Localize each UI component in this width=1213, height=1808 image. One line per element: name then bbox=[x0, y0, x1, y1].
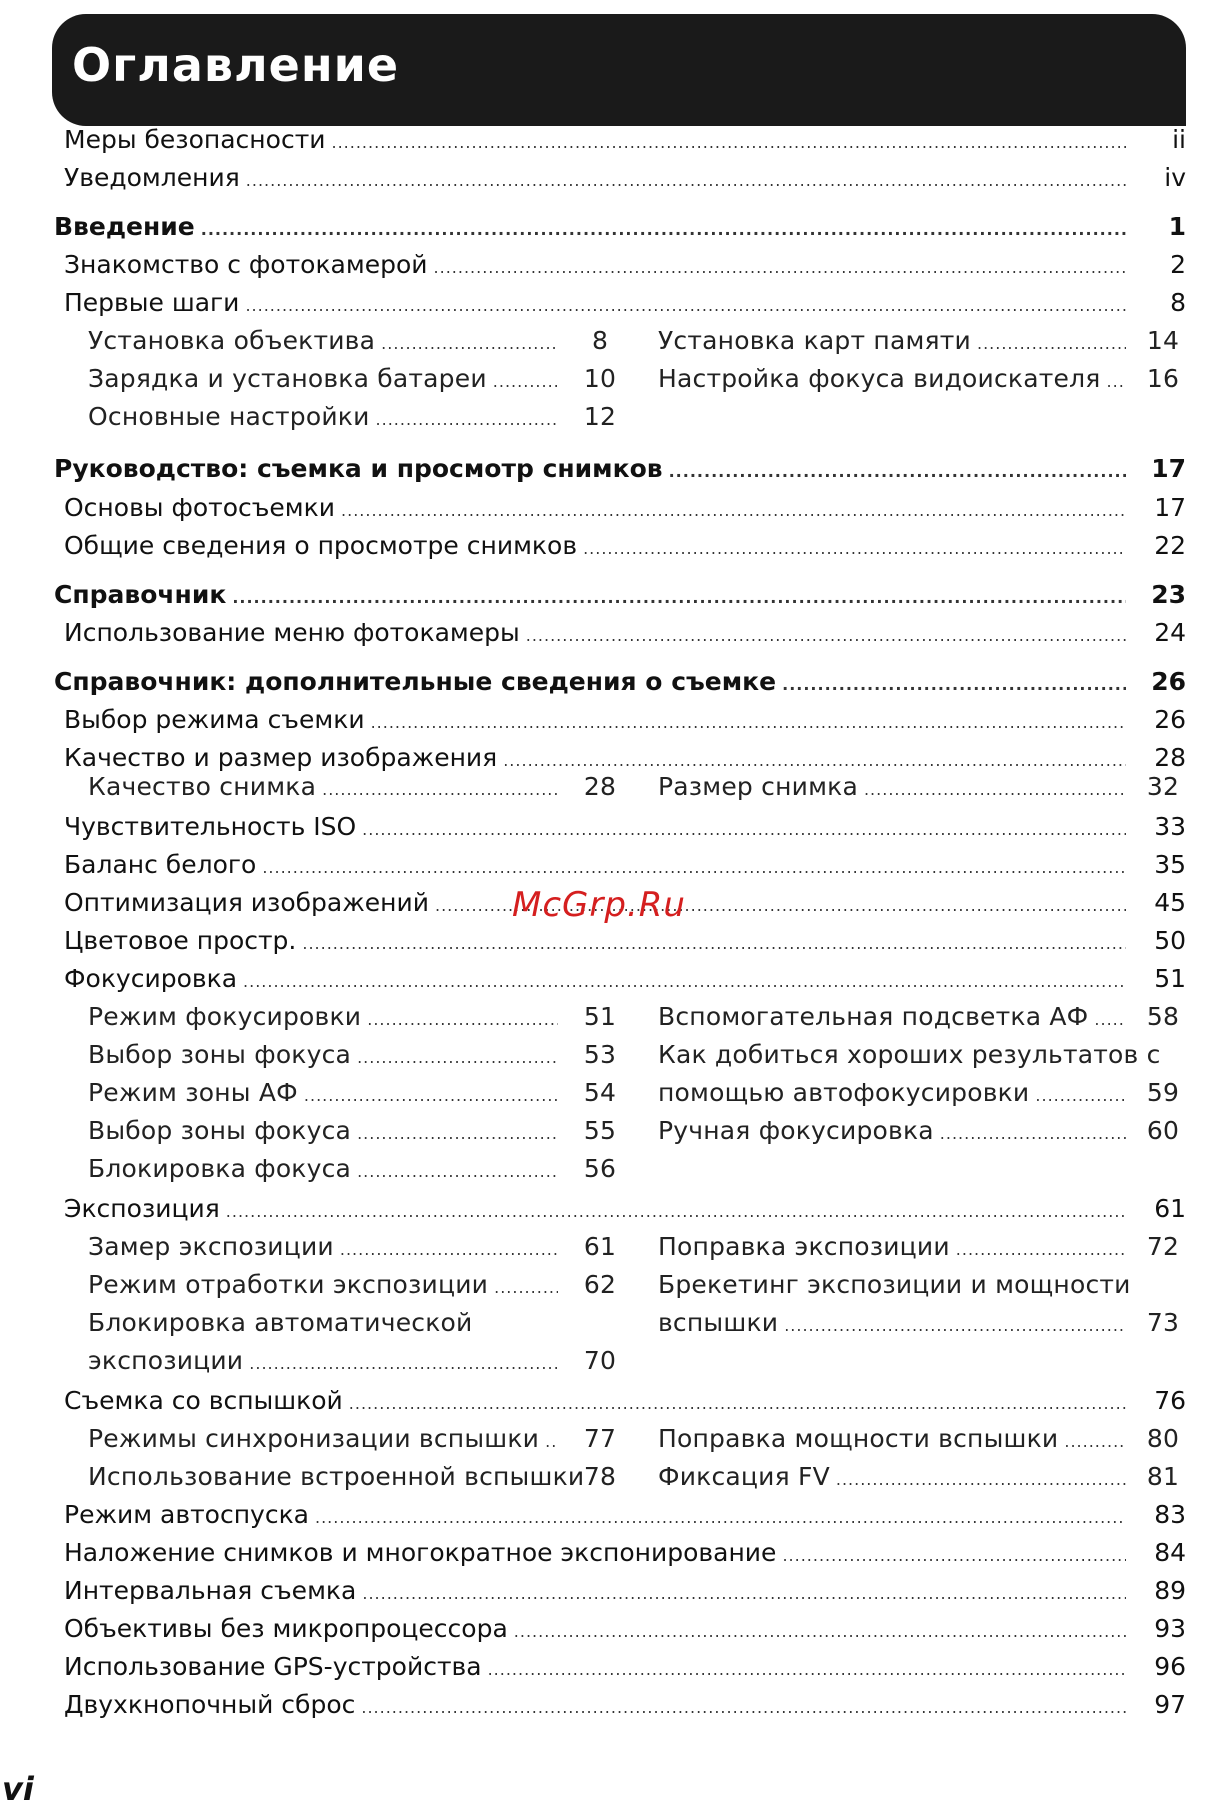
toc-entry[interactable] bbox=[64, 743, 1186, 773]
dot-leader bbox=[262, 859, 1126, 877]
toc-entry-page: 80 bbox=[1146, 1424, 1180, 1453]
toc-entry-page: 2 bbox=[1170, 250, 1186, 279]
toc-entry-title: Настройка фокуса видоискателя bbox=[658, 364, 1101, 393]
toc-entry-title: Справочник bbox=[54, 580, 227, 609]
toc-entry[interactable] bbox=[64, 1500, 1186, 1530]
dot-leader bbox=[494, 1279, 558, 1297]
toc-entry[interactable] bbox=[88, 1346, 617, 1376]
toc-entry-title: Замер экспозиции bbox=[88, 1232, 334, 1261]
toc-entry[interactable] bbox=[54, 580, 1186, 610]
page-number-marker: vi bbox=[2, 1770, 34, 1808]
toc-entry-title: Блокировка автоматической bbox=[88, 1308, 473, 1337]
page-title: Оглавление bbox=[72, 38, 400, 92]
toc-entry[interactable] bbox=[88, 1462, 617, 1492]
toc-entry-title: Знакомство с фотокамерой bbox=[64, 250, 428, 279]
toc-entry[interactable] bbox=[88, 1002, 617, 1032]
toc-entry-title: Режим фокусировки bbox=[88, 1002, 362, 1031]
toc-entry-title: Режим зоны АФ bbox=[88, 1078, 298, 1107]
toc-entry[interactable] bbox=[658, 1424, 1180, 1454]
dot-leader bbox=[201, 221, 1126, 239]
toc-entry[interactable] bbox=[64, 1386, 1186, 1416]
toc-entry[interactable] bbox=[64, 964, 1186, 994]
toc-entry[interactable] bbox=[88, 1116, 617, 1146]
toc-entry-title: Оптимизация изображений bbox=[64, 888, 429, 917]
dot-leader bbox=[381, 335, 558, 353]
toc-entry-title: Вспомогательная подсветка АФ bbox=[658, 1002, 1089, 1031]
toc-entry-title: Основы фотосъемки bbox=[64, 493, 336, 522]
toc-entry-page: 77 bbox=[583, 1424, 617, 1453]
toc-entry-page: 61 bbox=[583, 1232, 617, 1261]
toc-entry-title: Режимы синхронизации вспышки bbox=[88, 1424, 540, 1453]
toc-entry-page: 54 bbox=[583, 1078, 617, 1107]
toc-entry-title: вспышки bbox=[658, 1308, 779, 1337]
toc-entry[interactable] bbox=[658, 364, 1180, 394]
dot-leader bbox=[362, 821, 1126, 839]
toc-entry[interactable] bbox=[88, 402, 617, 432]
toc-entry-page: 32 bbox=[1146, 772, 1180, 801]
toc-entry-page: 62 bbox=[583, 1270, 617, 1299]
dot-leader bbox=[583, 540, 1126, 558]
toc-entry-title: Общие сведения о просмотре снимков bbox=[64, 531, 578, 560]
toc-entry[interactable] bbox=[88, 364, 617, 394]
toc-entry-page: 73 bbox=[1146, 1308, 1180, 1337]
toc-entry[interactable] bbox=[64, 1576, 1186, 1606]
dot-leader bbox=[1107, 373, 1126, 391]
toc-entry[interactable] bbox=[88, 1424, 617, 1454]
toc-entry-title: Чувствительность ISO bbox=[64, 812, 357, 841]
dot-leader bbox=[245, 297, 1126, 315]
dot-leader bbox=[226, 1203, 1126, 1221]
toc-entry-page: 23 bbox=[1151, 580, 1186, 609]
toc-entry[interactable] bbox=[64, 926, 1186, 956]
toc-entry[interactable] bbox=[88, 1232, 617, 1262]
toc-entry-page: 24 bbox=[1154, 618, 1186, 647]
toc-entry-page: 17 bbox=[1154, 493, 1186, 522]
toc-entry-page: 35 bbox=[1154, 850, 1186, 879]
toc-entry[interactable] bbox=[64, 1690, 1186, 1720]
toc-entry-title: Установка карт памяти bbox=[658, 326, 971, 355]
toc-entry-title: Режим автоспуска bbox=[64, 1500, 309, 1529]
toc-entry-page: 78 bbox=[583, 1462, 617, 1491]
toc-entry-page: 97 bbox=[1154, 1690, 1186, 1719]
toc-entry-title: Выбор зоны фокуса bbox=[88, 1040, 352, 1069]
toc-entry-title: Режим отработки экспозиции bbox=[88, 1270, 489, 1299]
dot-leader bbox=[977, 335, 1126, 353]
toc-entry-title: Поправка экспозиции bbox=[658, 1232, 950, 1261]
toc-entry-title: Выбор зоны фокуса bbox=[88, 1116, 352, 1145]
toc-entry-page: 93 bbox=[1154, 1614, 1186, 1643]
dot-leader bbox=[357, 1049, 558, 1067]
toc-entry-title: экспозиции bbox=[88, 1346, 244, 1375]
dot-leader bbox=[341, 502, 1126, 520]
toc-entry-page: 26 bbox=[1151, 667, 1186, 696]
toc-entry[interactable] bbox=[658, 1002, 1180, 1032]
toc-entry-page: 51 bbox=[1154, 964, 1186, 993]
toc-entry-title: Первые шаги bbox=[64, 288, 240, 317]
toc-entry-page: 70 bbox=[583, 1346, 617, 1375]
toc-entry-page: 96 bbox=[1154, 1652, 1186, 1681]
toc-entry[interactable] bbox=[64, 125, 1186, 155]
toc-entry-title: Установка объектива bbox=[88, 326, 376, 355]
toc-entry-page: 50 bbox=[1154, 926, 1186, 955]
dot-leader bbox=[371, 714, 1126, 732]
toc-entry-page: iv bbox=[1164, 163, 1186, 192]
dot-leader bbox=[526, 627, 1126, 645]
toc-entry-page: 8 bbox=[591, 326, 609, 355]
toc-entry[interactable] bbox=[64, 1194, 1186, 1224]
dot-leader bbox=[864, 781, 1126, 799]
toc-entry[interactable] bbox=[658, 1116, 1180, 1146]
toc-entry[interactable] bbox=[64, 288, 1186, 318]
toc-entry-page: 60 bbox=[1146, 1116, 1180, 1145]
toc-entry-page: 81 bbox=[1146, 1462, 1180, 1491]
toc-entry[interactable] bbox=[64, 1538, 1186, 1568]
dot-leader bbox=[340, 1241, 558, 1259]
toc-entry[interactable] bbox=[88, 1040, 617, 1070]
toc-entry-page: 84 bbox=[1154, 1538, 1186, 1567]
toc-entry-title: Основные настройки bbox=[88, 402, 370, 431]
dot-leader bbox=[304, 1087, 558, 1105]
dot-leader bbox=[322, 781, 558, 799]
toc-entry-title: Качество снимка bbox=[88, 772, 317, 801]
toc-entry-title: Зарядка и установка батареи bbox=[88, 364, 487, 393]
toc-entry-page: 53 bbox=[583, 1040, 617, 1069]
toc-entry-page: 26 bbox=[1154, 705, 1186, 734]
toc-entry[interactable] bbox=[658, 1308, 1180, 1338]
toc-entry-title: Интервальная съемка bbox=[64, 1576, 357, 1605]
toc-entry-title: Использование встроенной вспышки bbox=[88, 1462, 585, 1491]
dot-leader bbox=[302, 935, 1126, 953]
dot-leader bbox=[940, 1125, 1126, 1143]
toc-entry-page: 28 bbox=[583, 772, 617, 801]
toc-entry[interactable] bbox=[64, 1652, 1186, 1682]
dot-leader bbox=[1064, 1433, 1126, 1451]
toc-entry-page: 59 bbox=[1146, 1078, 1180, 1107]
toc-entry[interactable] bbox=[658, 1232, 1180, 1262]
toc-entry[interactable] bbox=[64, 812, 1186, 842]
toc-entry[interactable] bbox=[64, 493, 1186, 523]
dot-leader bbox=[1094, 1011, 1126, 1029]
toc-entry-title: помощью автофокусировки bbox=[658, 1078, 1030, 1107]
dot-leader bbox=[361, 1699, 1126, 1717]
toc-entry-title: Как добиться хороших результатов с bbox=[658, 1040, 1161, 1069]
toc-entry-page: 83 bbox=[1154, 1500, 1186, 1529]
dot-leader bbox=[332, 134, 1127, 152]
toc-entry-page: 55 bbox=[583, 1116, 617, 1145]
toc-entry[interactable] bbox=[54, 212, 1186, 242]
toc-entry-title: Фокусировка bbox=[64, 964, 238, 993]
toc-entry-title: Баланс белого bbox=[64, 850, 257, 879]
toc-entry-title: Экспозиция bbox=[64, 1194, 220, 1223]
toc-entry-page: 33 bbox=[1154, 812, 1186, 841]
dot-leader bbox=[503, 752, 1126, 770]
toc-entry[interactable] bbox=[88, 1154, 617, 1184]
toc-entry-title: Объективы без микропроцессора bbox=[64, 1614, 508, 1643]
toc-entry-title: Фиксация FV bbox=[658, 1462, 830, 1491]
toc-entry-title: Размер снимка bbox=[658, 772, 858, 801]
dot-leader bbox=[243, 973, 1126, 991]
dot-leader bbox=[357, 1163, 558, 1181]
dot-leader bbox=[1035, 1087, 1126, 1105]
toc-entry-page: 16 bbox=[1146, 364, 1180, 393]
toc-entry[interactable] bbox=[658, 1040, 1161, 1070]
dot-leader bbox=[362, 1585, 1126, 1603]
toc-entry-page: 56 bbox=[583, 1154, 617, 1183]
dot-leader bbox=[357, 1125, 558, 1143]
dot-leader bbox=[545, 1433, 558, 1451]
toc-entry[interactable] bbox=[658, 772, 1180, 802]
toc-entry[interactable] bbox=[64, 850, 1186, 880]
toc-entry-title: Выбор режима съемки bbox=[64, 705, 365, 734]
toc-entry-title: Использование GPS-устройства bbox=[64, 1652, 482, 1681]
toc-entry-page: 22 bbox=[1154, 531, 1186, 560]
toc-entry[interactable] bbox=[88, 326, 609, 356]
toc-entry-title: Блокировка фокуса bbox=[88, 1154, 352, 1183]
toc-entry[interactable] bbox=[64, 250, 1186, 280]
dot-leader bbox=[434, 259, 1126, 277]
toc-entry-title: Справочник: дополнительные сведения о съемке bbox=[54, 667, 777, 696]
toc-entry-page: 72 bbox=[1146, 1232, 1180, 1261]
toc-entry-page: 8 bbox=[1170, 288, 1186, 317]
dot-leader bbox=[782, 676, 1126, 694]
dot-leader bbox=[367, 1011, 558, 1029]
dot-leader bbox=[315, 1509, 1126, 1527]
dot-leader bbox=[956, 1241, 1126, 1259]
toc-entry-title: Качество и размер изображения bbox=[64, 743, 498, 772]
toc-entry-page: 76 bbox=[1154, 1386, 1186, 1415]
toc-entry-title: Использование меню фотокамеры bbox=[64, 618, 520, 647]
toc-entry[interactable] bbox=[88, 1309, 564, 1338]
dot-leader bbox=[669, 463, 1126, 481]
dot-leader bbox=[493, 373, 558, 391]
toc-entry-page: 45 bbox=[1154, 888, 1186, 917]
toc-entry-page: 89 bbox=[1154, 1576, 1186, 1605]
toc-entry-title: Уведомления bbox=[64, 163, 240, 192]
toc-entry[interactable] bbox=[54, 454, 1186, 484]
toc-entry-page: 51 bbox=[583, 1002, 617, 1031]
dot-leader bbox=[246, 172, 1126, 190]
toc-entry[interactable] bbox=[64, 531, 1186, 561]
dot-leader bbox=[349, 1395, 1126, 1413]
toc-entry[interactable] bbox=[64, 618, 1186, 648]
toc-entry-page: 61 bbox=[1154, 1194, 1186, 1223]
toc-entry-title: Введение bbox=[54, 212, 195, 241]
dot-leader bbox=[249, 1355, 558, 1373]
toc-entry[interactable] bbox=[658, 1271, 1132, 1300]
toc-entry[interactable] bbox=[658, 1078, 1180, 1108]
dot-leader bbox=[514, 1623, 1126, 1641]
toc-entry-title: Меры безопасности bbox=[64, 125, 326, 154]
toc-entry[interactable] bbox=[64, 1614, 1186, 1644]
toc-entry-title: Руководство: съемка и просмотр снимков bbox=[54, 454, 663, 483]
toc-entry[interactable] bbox=[64, 705, 1186, 735]
dot-leader bbox=[488, 1661, 1126, 1679]
dot-leader bbox=[784, 1317, 1126, 1335]
dot-leader bbox=[232, 589, 1126, 607]
toc-entry-title: Поправка мощности вспышки bbox=[658, 1424, 1059, 1453]
toc-entry[interactable] bbox=[88, 772, 617, 802]
toc-entry-title: Ручная фокусировка bbox=[658, 1116, 934, 1145]
toc-entry[interactable] bbox=[88, 1078, 617, 1108]
toc-entry-title: Съемка со вспышкой bbox=[64, 1386, 343, 1415]
toc-entry-page: 10 bbox=[583, 364, 617, 393]
toc-entry[interactable] bbox=[64, 163, 1186, 193]
toc-entry-title: Брекетинг экспозиции и мощности bbox=[658, 1270, 1131, 1299]
watermark: McGrp.Ru bbox=[512, 885, 686, 925]
toc-entry[interactable] bbox=[658, 326, 1180, 356]
toc-entry[interactable] bbox=[54, 667, 1186, 697]
dot-leader bbox=[376, 411, 558, 429]
toc-entry-page: 58 bbox=[1146, 1002, 1180, 1031]
toc-entry-title: Наложение снимков и многократное экспонирование bbox=[64, 1538, 777, 1567]
toc-entry[interactable] bbox=[88, 1270, 617, 1300]
toc-entry-page: 12 bbox=[583, 402, 617, 431]
toc-entry-page: 28 bbox=[1154, 743, 1186, 772]
toc-entry-page: 14 bbox=[1146, 326, 1180, 355]
toc-entry-page: ii bbox=[1172, 125, 1186, 154]
toc-entry-title: Цветовое простр. bbox=[64, 926, 297, 955]
toc-entry[interactable] bbox=[658, 1462, 1180, 1492]
dot-leader bbox=[782, 1547, 1126, 1565]
dot-leader bbox=[836, 1471, 1126, 1489]
toc-entry-title: Двухкнопочный сброс bbox=[64, 1690, 356, 1719]
toc-entry-page: 17 bbox=[1151, 454, 1186, 483]
toc-entry-page: 1 bbox=[1168, 212, 1186, 241]
